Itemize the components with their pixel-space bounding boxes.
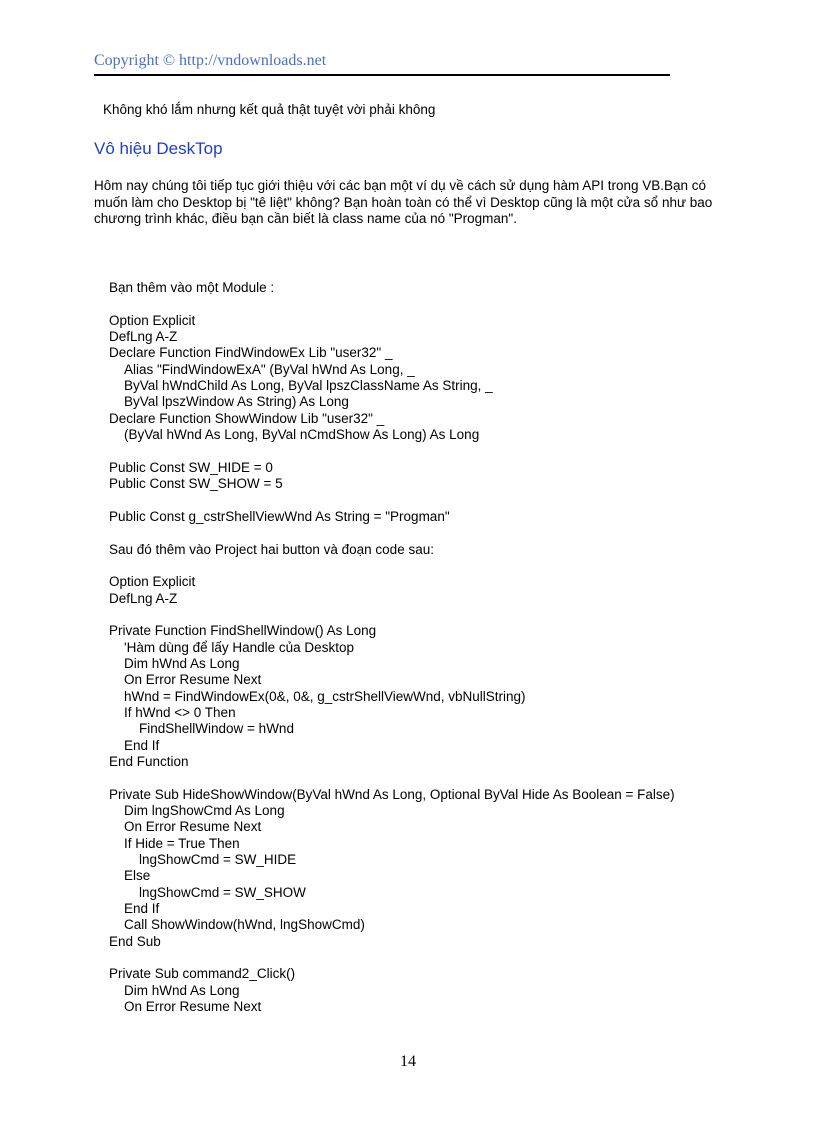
code-line: Private Sub HideShowWindow(ByVal hWnd As Long, Optional ByVal Hide As Boolean = False) [109,786,675,802]
code-line: End Function [109,753,189,769]
paragraph-line: Hôm nay chúng tôi tiếp tục giới thiệu với các bạn một ví dụ về cách sử dụng hàm API trong VB.Bạn có [94,178,707,193]
code-line: If hWnd <> 0 Then [124,704,236,720]
code-line: DefLng A-Z [109,590,178,606]
code-line: Call ShowWindow(hWnd, lngShowCmd) [124,917,365,933]
intro-paragraph [94,178,734,228]
code-line: DefLng A-Z [109,329,178,345]
code-line: Private Function FindShellWindow() As Long [109,623,377,639]
code-line: Option Explicit [109,574,196,590]
code-line [109,492,675,508]
code-line: Dim hWnd As Long [124,655,240,671]
code-block [109,280,675,1015]
code-line: Dim hWnd As Long [124,982,240,998]
code-line: (ByVal hWnd As Long, ByVal nCmdShow As Long) As Long [124,427,480,443]
code-line: On Error Resume Next [124,819,262,835]
code-line: Dim lngShowCmd As Long [124,803,285,818]
code-line: Declare Function ShowWindow Lib "user32" _ [109,410,385,426]
code-line: Public Const g_cstrShellViewWnd As String = "Progman" [109,508,450,524]
code-line: Public Const SW_SHOW = 5 [109,476,283,492]
code-line: Private Sub command2_Click() [109,966,296,982]
page-number: 14 [400,1053,416,1070]
code-line [109,296,675,312]
copyright-header: Copyright © http://vndownloads.net [94,52,327,69]
code-line: End If [124,737,160,753]
code-line [109,558,675,574]
code-line: lngShowCmd = SW_HIDE [139,852,297,868]
code-line: Public Const SW_HIDE = 0 [109,459,273,475]
code-line: hWnd = FindWindowEx(0&, 0&, g_cstrShellViewWnd, vbNullString) [124,688,526,704]
code-line [109,770,675,786]
intro-line: Không khó lắm nhưng kết quả thật tuyệt vời phải không [103,102,436,117]
code-line: ByVal hWndChild As Long, ByVal lpszClassName As String, _ [124,378,493,394]
code-line: 'Hàm dùng để lấy Handle của Desktop [124,639,354,655]
paragraph-line: muốn làm cho Desktop bị "tê liệt" không? Bạn hoàn toàn có thể vì Desktop cũng là một cửa sổ như bao [94,194,713,210]
section-title: Vô hiệu DeskTop [94,139,223,158]
code-line: End Sub [109,933,161,949]
code-line: End If [124,901,160,917]
code-line: On Error Resume Next [124,999,262,1015]
code-line: If Hide = True Then [124,835,240,851]
code-line: Declare Function FindWindowEx Lib "user32" _ [109,345,393,361]
code-line: lngShowCmd = SW_SHOW [139,884,306,900]
code-line: Option Explicit [109,312,196,328]
code-line: On Error Resume Next [124,672,262,688]
paragraph-line: chương trình khác, điều bạn cần biết là class name của nó "Progman". [94,211,517,226]
code-line: FindShellWindow = hWnd [139,721,294,737]
code-line [109,950,675,966]
code-line: ByVal lpszWindow As String) As Long [124,394,349,410]
code-line: Sau đó thêm vào Project hai button và đoạn code sau: [109,541,434,557]
code-line [109,525,675,541]
code-line [109,443,675,459]
code-line [109,607,675,623]
code-line: Else [124,868,151,884]
code-line: Bạn thêm vào một Module : [109,280,275,295]
header-divider [94,74,670,76]
code-line: Alias "FindWindowExA" (ByVal hWnd As Long, _ [124,361,415,377]
